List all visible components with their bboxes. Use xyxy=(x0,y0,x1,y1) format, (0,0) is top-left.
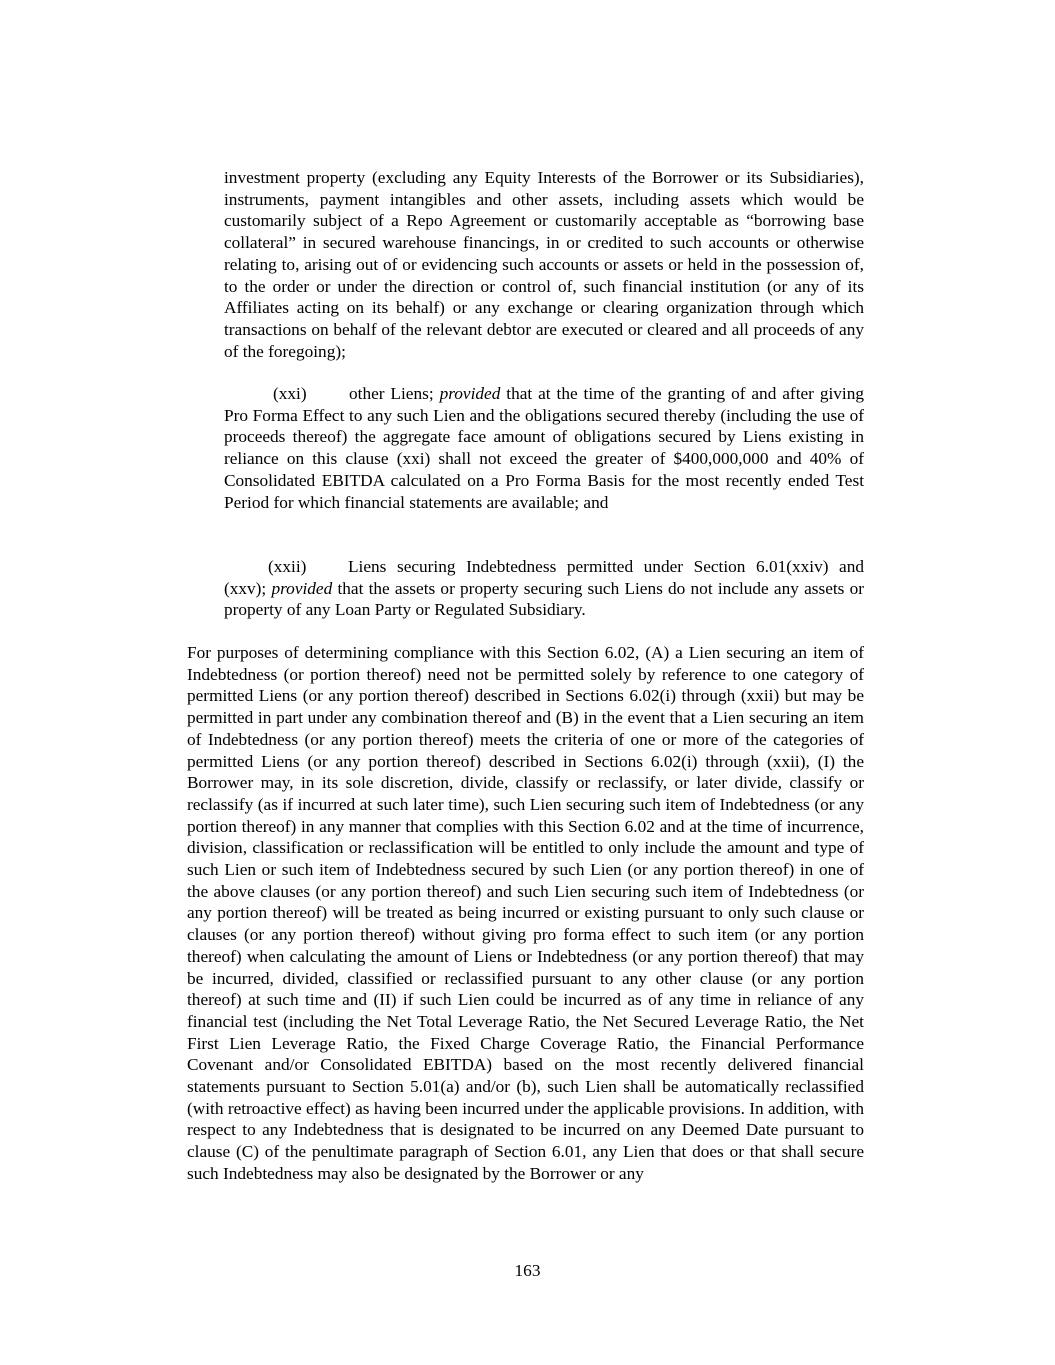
clause-xxii-provided: provided xyxy=(271,578,333,598)
clause-xxii xyxy=(224,556,864,621)
continuation-paragraph: investment property (excluding any Equity Interests of the Borrower or its Subsidiaries), instruments, payment intangibles and other assets, including assets which would be customarily subject of a Repo Agreement or customarily acceptable as “borrowing base collateral” in secured warehouse financings, in or credited to such accounts or otherwise relating to, arising out of or evidencing such accounts or assets or held in the possession of, to the order or under the direction or control of, such financial institution (or any of its Affiliates acting on its behalf) or any exchange or clearing organization through which transactions on behalf of the relevant debtor are executed or cleared and all proceeds of any of the foregoing); xyxy=(224,168,864,361)
clause-xxii-text: that the assets or property securing such Liens do not include any assets or property of any Loan Party or Regulated Subsidiary. xyxy=(224,578,864,620)
clause-xxi-text: that at the time of the granting of and after giving Pro Forma Effect to any such Lien and the obligations secured thereby (including the use of proceeds thereof) the aggregate face amount of obligations secured by Liens existing in reliance on this clause (xxi) shall not exceed the greater of $400,000,000 and 40% of Consolidated EBITDA calculated on a Pro Forma Basis for the most recently ended Test Period for which financial statements are available; and xyxy=(224,384,865,512)
page-number: 163 xyxy=(514,1261,541,1280)
main-paragraph: For purposes of determining compliance with this Section 6.02, (A) a Lien securing an item of Indebtedness (or portion thereof) need not be permitted solely by reference to one category of permitted Liens (or any portion thereof) described in Sections 6.02(i) through (xxii) but may be permitted in part under any combination thereof and (B) in the event that a Lien securing an item of Indebtedness (or any portion thereof) meets the criteria of one or more of the categories of permitted Liens (or any portion thereof) described in Sections 6.02(i) through (xxii), (I) the Borrower may, in its sole discretion, divide, classify or reclassify, or later divide, classify or reclassify (as if incurred at such later time), such Lien securing such item of Indebtedness (or any portion thereof) in any manner that complies with this Section 6.02 and at the time of incurrence, division, classification or reclassification will be entitled to only include the amount and type of such Lien or such item of Indebtedness secured by such Lien (or any portion thereof) in one of the above clauses (or any portion thereof) and such Lien securing such item of Indebtedness (or any portion thereof) will be treated as being incurred or existing pursuant to only such clause or clauses (or any portion thereof) without giving pro forma effect to such item (or any portion thereof) when calculating the amount of Liens or Indebtedness (or any portion thereof) that may be incurred, divided, classified or reclassified pursuant to any other clause (or any portion thereof) at such time and (II) if such Lien could be incurred as of any time in reliance of any financial test (including the Net Total Leverage Ratio, the Net Secured Leverage Ratio, the Net First Lien Leverage Ratio, the Fixed Charge Coverage Ratio, the Financial Performance Covenant and/or Consolidated EBITDA) based on the most recently delivered financial statements pursuant to Section 5.01(a) and/or (b), such Lien shall be automatically reclassified (with retroactive effect) as having been incurred under the applicable provisions. In addition, with respect to any Indebtedness that is designated to be incurred on any Deemed Date pursuant to clause (C) of the penultimate paragraph of Section 6.01, any Lien that does or that shall secure such Indebtedness may also be designated by the Borrower or any xyxy=(187,643,864,1183)
clause-xxii-number: (xxii) xyxy=(268,557,307,576)
clause-xxii-lead: Liens securing Indebtedness permitted under Section 6.01(xxiv) and (xxv); xyxy=(224,557,864,598)
clause-xxi xyxy=(224,383,864,513)
clause-xxi-provided: provided xyxy=(439,384,501,403)
clause-xxi-number: (xxi) xyxy=(273,384,307,403)
clause-xxi-lead: other Liens; xyxy=(349,384,440,403)
